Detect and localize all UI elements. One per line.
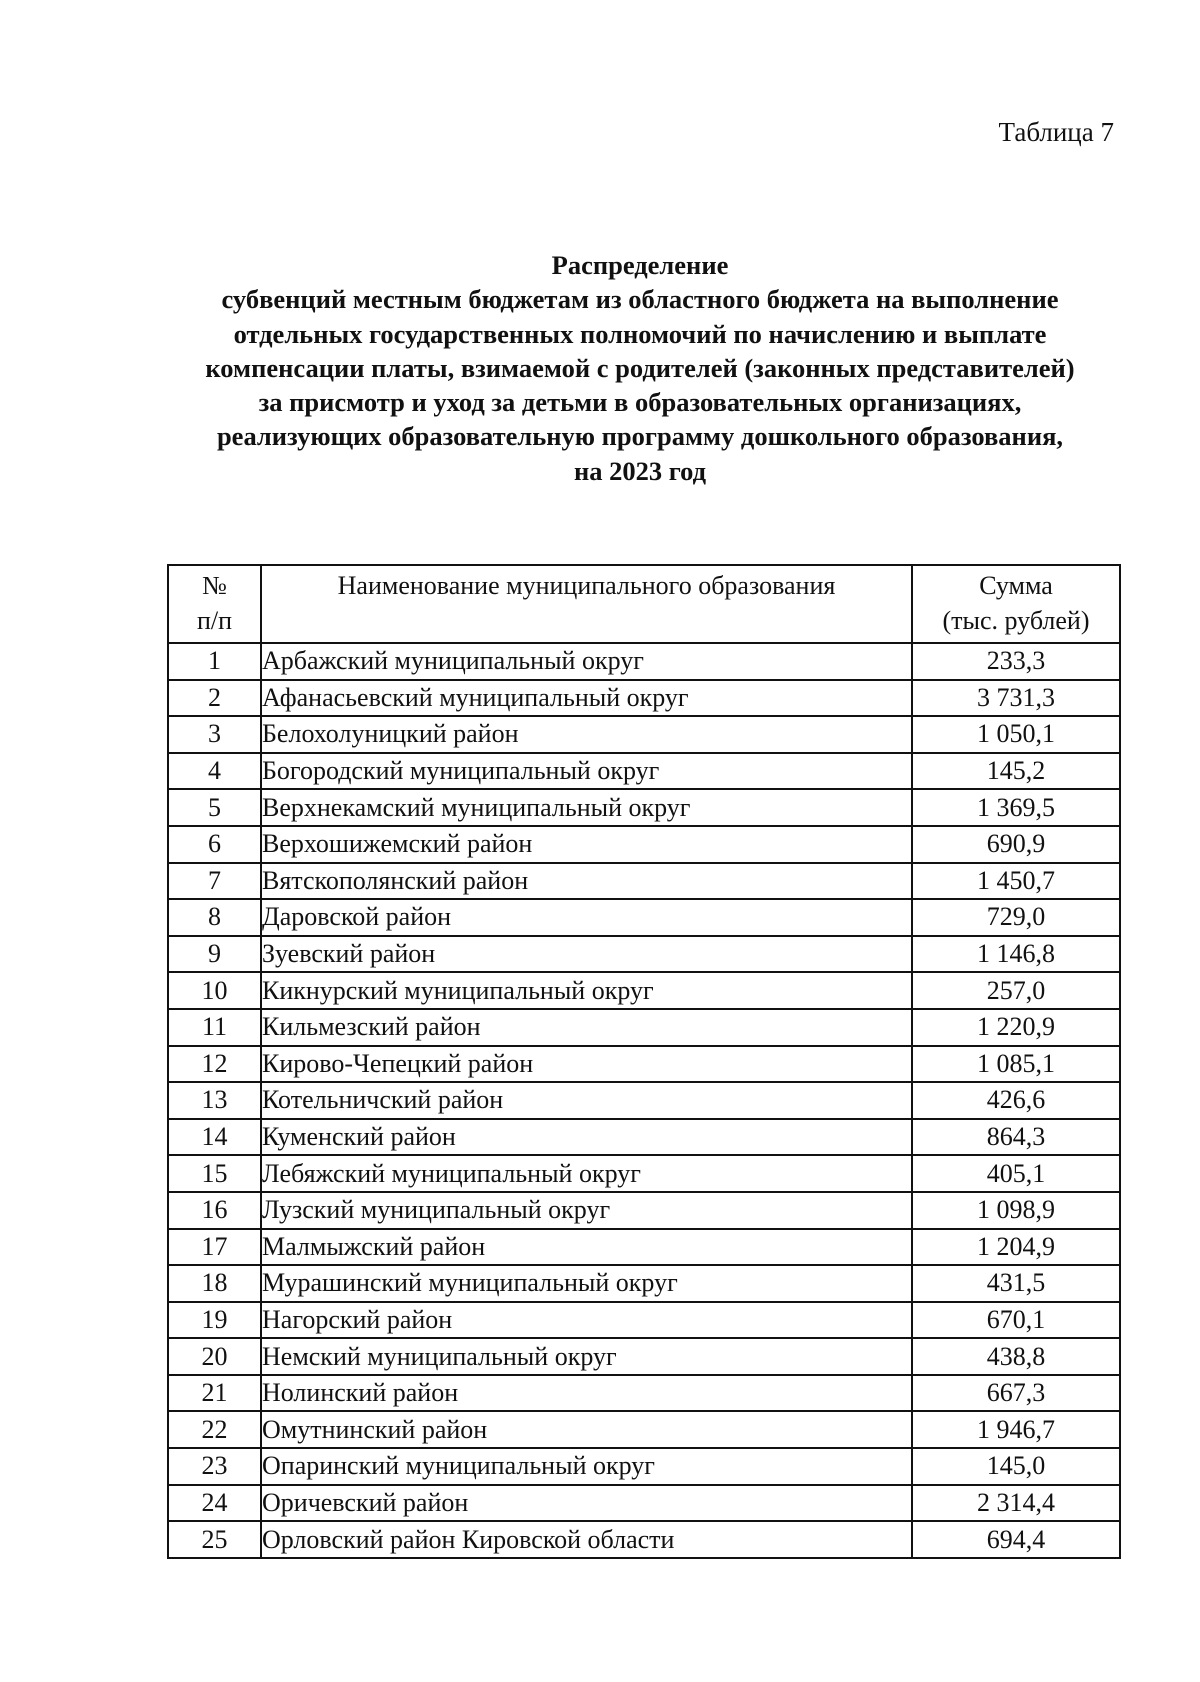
row-number: 17 bbox=[168, 1229, 261, 1266]
table-row bbox=[168, 1155, 1120, 1192]
subvention-table bbox=[167, 564, 1121, 1559]
amount-value: 1 450,7 bbox=[912, 863, 1120, 900]
header-amount bbox=[912, 565, 1120, 643]
table-row bbox=[168, 680, 1120, 717]
row-number: 21 bbox=[168, 1375, 261, 1412]
title-line: компенсации платы, взимаемой с родителей (законных представителей) bbox=[205, 352, 1075, 383]
amount-value: 1 369,5 bbox=[912, 789, 1120, 826]
row-number: 1 bbox=[168, 643, 261, 680]
municipality-name: Мурашинский муниципальный округ bbox=[261, 1265, 912, 1302]
amount-value: 3 731,3 bbox=[912, 680, 1120, 717]
header-number bbox=[168, 565, 261, 643]
amount-value: 1 946,7 bbox=[912, 1411, 1120, 1448]
municipality-name: Омутнинский район bbox=[261, 1411, 912, 1448]
municipality-name: Кирово-Чепецкий район bbox=[261, 1046, 912, 1083]
table-row bbox=[168, 1119, 1120, 1156]
municipality-name: Вятскополянский район bbox=[261, 863, 912, 900]
table-row bbox=[168, 1521, 1120, 1558]
header-amount-line2: (тыс. рублей) bbox=[942, 606, 1090, 635]
table-body bbox=[168, 643, 1120, 1558]
municipality-name: Нолинский район bbox=[261, 1375, 912, 1412]
table-row bbox=[168, 1338, 1120, 1375]
row-number: 16 bbox=[168, 1192, 261, 1229]
municipality-name: Арбажский муниципальный округ bbox=[261, 643, 912, 680]
row-number: 24 bbox=[168, 1485, 261, 1522]
table-row bbox=[168, 863, 1120, 900]
row-number: 6 bbox=[168, 826, 261, 863]
document-title bbox=[150, 248, 1130, 488]
amount-value: 145,2 bbox=[912, 753, 1120, 790]
amount-value: 405,1 bbox=[912, 1155, 1120, 1192]
table-row bbox=[168, 1375, 1120, 1412]
title-line: субвенций местным бюджетам из областного бюджета на выполнение bbox=[221, 284, 1059, 315]
row-number: 11 bbox=[168, 1009, 261, 1046]
table-row bbox=[168, 1082, 1120, 1119]
amount-value: 1 098,9 bbox=[912, 1192, 1120, 1229]
row-number: 13 bbox=[168, 1082, 261, 1119]
row-number: 18 bbox=[168, 1265, 261, 1302]
municipality-name: Даровской район bbox=[261, 899, 912, 936]
row-number: 3 bbox=[168, 716, 261, 753]
row-number: 19 bbox=[168, 1302, 261, 1339]
amount-value: 431,5 bbox=[912, 1265, 1120, 1302]
row-number: 14 bbox=[168, 1119, 261, 1156]
row-number: 7 bbox=[168, 863, 261, 900]
table-row bbox=[168, 1229, 1120, 1266]
municipality-name: Белохолуницкий район bbox=[261, 716, 912, 753]
municipality-name: Немский муниципальный округ bbox=[261, 1338, 912, 1375]
table-row bbox=[168, 1265, 1120, 1302]
row-number: 23 bbox=[168, 1448, 261, 1485]
row-number: 10 bbox=[168, 972, 261, 1009]
municipality-name: Богородский муниципальный округ bbox=[261, 753, 912, 790]
table-row bbox=[168, 1411, 1120, 1448]
table-row bbox=[168, 936, 1120, 973]
table-header-row bbox=[168, 565, 1120, 643]
row-number: 22 bbox=[168, 1411, 261, 1448]
municipality-name: Кикнурский муниципальный округ bbox=[261, 972, 912, 1009]
row-number: 25 bbox=[168, 1521, 261, 1558]
municipality-name: Котельничский район bbox=[261, 1082, 912, 1119]
amount-value: 1 220,9 bbox=[912, 1009, 1120, 1046]
amount-value: 667,3 bbox=[912, 1375, 1120, 1412]
amount-value: 690,9 bbox=[912, 826, 1120, 863]
title-line: за присмотр и уход за детьми в образовательных организациях, bbox=[258, 387, 1022, 418]
municipality-name: Нагорский район bbox=[261, 1302, 912, 1339]
amount-value: 1 204,9 bbox=[912, 1229, 1120, 1266]
title-line: на 2023 год bbox=[573, 455, 707, 486]
municipality-name: Афанасьевский муниципальный округ bbox=[261, 680, 912, 717]
table-row bbox=[168, 789, 1120, 826]
table-row bbox=[168, 899, 1120, 936]
municipality-name: Опаринский муниципальный округ bbox=[261, 1448, 912, 1485]
amount-value: 729,0 bbox=[912, 899, 1120, 936]
amount-value: 426,6 bbox=[912, 1082, 1120, 1119]
table-number-label: Таблица 7 bbox=[998, 117, 1114, 147]
row-number: 12 bbox=[168, 1046, 261, 1083]
municipality-name: Лузский муниципальный округ bbox=[261, 1192, 912, 1229]
municipality-name: Оричевский район bbox=[261, 1485, 912, 1522]
header-municipality-name: Наименование муниципального образования bbox=[261, 565, 912, 643]
amount-value: 864,3 bbox=[912, 1119, 1120, 1156]
table-row bbox=[168, 643, 1120, 680]
title-line: реализующих образовательную программу дошкольного образования, bbox=[216, 421, 1064, 452]
table-row bbox=[168, 1485, 1120, 1522]
title-line: Распределение bbox=[551, 250, 729, 280]
row-number: 2 bbox=[168, 680, 261, 717]
row-number: 4 bbox=[168, 753, 261, 790]
amount-value: 670,1 bbox=[912, 1302, 1120, 1339]
table-row bbox=[168, 1192, 1120, 1229]
municipality-name: Лебяжский муниципальный округ bbox=[261, 1155, 912, 1192]
header-number-line1: № bbox=[202, 571, 227, 600]
row-number: 5 bbox=[168, 789, 261, 826]
table-row bbox=[168, 826, 1120, 863]
table-row bbox=[168, 716, 1120, 753]
table-row bbox=[168, 1302, 1120, 1339]
table-row bbox=[168, 972, 1120, 1009]
table-row bbox=[168, 1448, 1120, 1485]
title-line: отдельных государственных полномочий по начислению и выплате bbox=[233, 318, 1047, 349]
header-number-line2: п/п bbox=[196, 606, 233, 635]
amount-value: 694,4 bbox=[912, 1521, 1120, 1558]
amount-value: 145,0 bbox=[912, 1448, 1120, 1485]
municipality-name: Верхнекамский муниципальный округ bbox=[261, 789, 912, 826]
municipality-name: Малмыжский район bbox=[261, 1229, 912, 1266]
amount-value: 257,0 bbox=[912, 972, 1120, 1009]
table-row bbox=[168, 1046, 1120, 1083]
municipality-name: Орловский район Кировской области bbox=[261, 1521, 912, 1558]
header-amount-line1: Сумма bbox=[979, 571, 1053, 600]
table-row bbox=[168, 753, 1120, 790]
municipality-name: Куменский район bbox=[261, 1119, 912, 1156]
row-number: 8 bbox=[168, 899, 261, 936]
table-row bbox=[168, 1009, 1120, 1046]
amount-value: 233,3 bbox=[912, 643, 1120, 680]
municipality-name: Кильмезский район bbox=[261, 1009, 912, 1046]
amount-value: 438,8 bbox=[912, 1338, 1120, 1375]
row-number: 9 bbox=[168, 936, 261, 973]
amount-value: 1 146,8 bbox=[912, 936, 1120, 973]
municipality-name: Верхошижемский район bbox=[261, 826, 912, 863]
municipality-name: Зуевский район bbox=[261, 936, 912, 973]
row-number: 15 bbox=[168, 1155, 261, 1192]
amount-value: 2 314,4 bbox=[912, 1485, 1120, 1522]
amount-value: 1 050,1 bbox=[912, 716, 1120, 753]
amount-value: 1 085,1 bbox=[912, 1046, 1120, 1083]
row-number: 20 bbox=[168, 1338, 261, 1375]
